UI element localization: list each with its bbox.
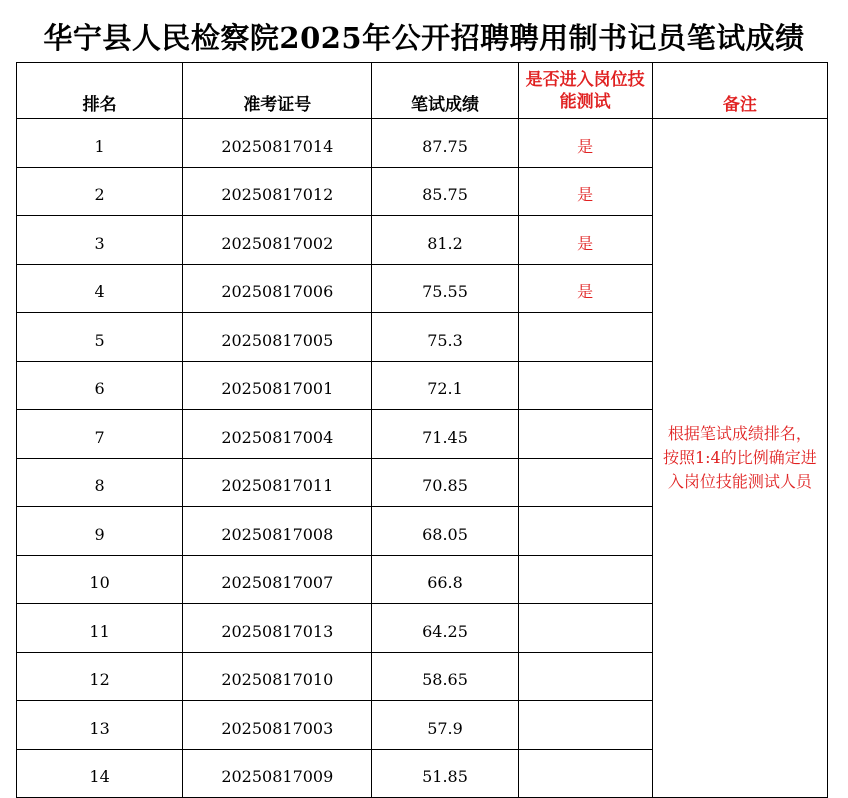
ticket-number-cell: 20250817013 [183, 604, 372, 653]
header-score: 笔试成绩 [372, 63, 518, 119]
score-cell: 71.45 [372, 410, 518, 459]
skill-test-cell [518, 313, 652, 362]
ticket-number-cell: 20250817008 [183, 507, 372, 556]
score-cell: 85.75 [372, 167, 518, 216]
ticket-number-cell: 20250817010 [183, 652, 372, 701]
score-cell: 64.25 [372, 604, 518, 653]
score-cell: 70.85 [372, 458, 518, 507]
ticket-number-cell: 20250817007 [183, 555, 372, 604]
score-cell: 66.8 [372, 555, 518, 604]
score-cell: 58.65 [372, 652, 518, 701]
table-row [17, 119, 828, 168]
header-ticket: 准考证号 [183, 63, 372, 119]
score-cell: 75.3 [372, 313, 518, 362]
score-cell: 75.55 [372, 264, 518, 313]
ticket-number-cell: 20250817005 [183, 313, 372, 362]
header-remark: 备注 [652, 63, 827, 119]
rank-cell: 10 [17, 555, 183, 604]
skill-test-cell [518, 749, 652, 798]
table-body [17, 119, 828, 798]
remark-cell: 根据笔试成绩排名，按照1:4的比例确定进入岗位技能测试人员 [652, 119, 827, 798]
skill-test-cell [518, 652, 652, 701]
table-header-row [17, 63, 828, 119]
skill-test-cell [518, 410, 652, 459]
score-cell: 68.05 [372, 507, 518, 556]
ticket-number-cell: 20250817012 [183, 167, 372, 216]
score-cell: 72.1 [372, 361, 518, 410]
rank-cell: 6 [17, 361, 183, 410]
score-table [16, 62, 828, 798]
ticket-number-cell: 20250817014 [183, 119, 372, 168]
ticket-number-cell: 20250817011 [183, 458, 372, 507]
rank-cell: 8 [17, 458, 183, 507]
ticket-number-cell: 20250817004 [183, 410, 372, 459]
skill-test-cell [518, 555, 652, 604]
rank-cell: 11 [17, 604, 183, 653]
ticket-number-cell: 20250817006 [183, 264, 372, 313]
skill-test-cell [518, 458, 652, 507]
skill-test-cell [518, 507, 652, 556]
skill-test-cell: 是 [518, 216, 652, 265]
ticket-number-cell: 20250817003 [183, 701, 372, 750]
rank-cell: 3 [17, 216, 183, 265]
skill-test-cell: 是 [518, 264, 652, 313]
rank-cell: 13 [17, 701, 183, 750]
skill-test-cell: 是 [518, 119, 652, 168]
rank-cell: 5 [17, 313, 183, 362]
rank-cell: 4 [17, 264, 183, 313]
ticket-number-cell: 20250817002 [183, 216, 372, 265]
skill-test-cell [518, 701, 652, 750]
skill-test-cell: 是 [518, 167, 652, 216]
score-cell: 51.85 [372, 749, 518, 798]
rank-cell: 14 [17, 749, 183, 798]
score-cell: 87.75 [372, 119, 518, 168]
rank-cell: 2 [17, 167, 183, 216]
ticket-number-cell: 20250817009 [183, 749, 372, 798]
skill-test-cell [518, 604, 652, 653]
rank-cell: 9 [17, 507, 183, 556]
skill-test-cell [518, 361, 652, 410]
header-rank: 排名 [17, 63, 183, 119]
rank-cell: 12 [17, 652, 183, 701]
ticket-number-cell: 20250817001 [183, 361, 372, 410]
header-skill-test: 是否进入岗位技能测试 [518, 63, 652, 119]
rank-cell: 1 [17, 119, 183, 168]
page-title: 华宁县人民检察院2025年公开招聘聘用制书记员笔试成绩 [43, 21, 805, 55]
score-cell: 57.9 [372, 701, 518, 750]
rank-cell: 7 [17, 410, 183, 459]
score-cell: 81.2 [372, 216, 518, 265]
